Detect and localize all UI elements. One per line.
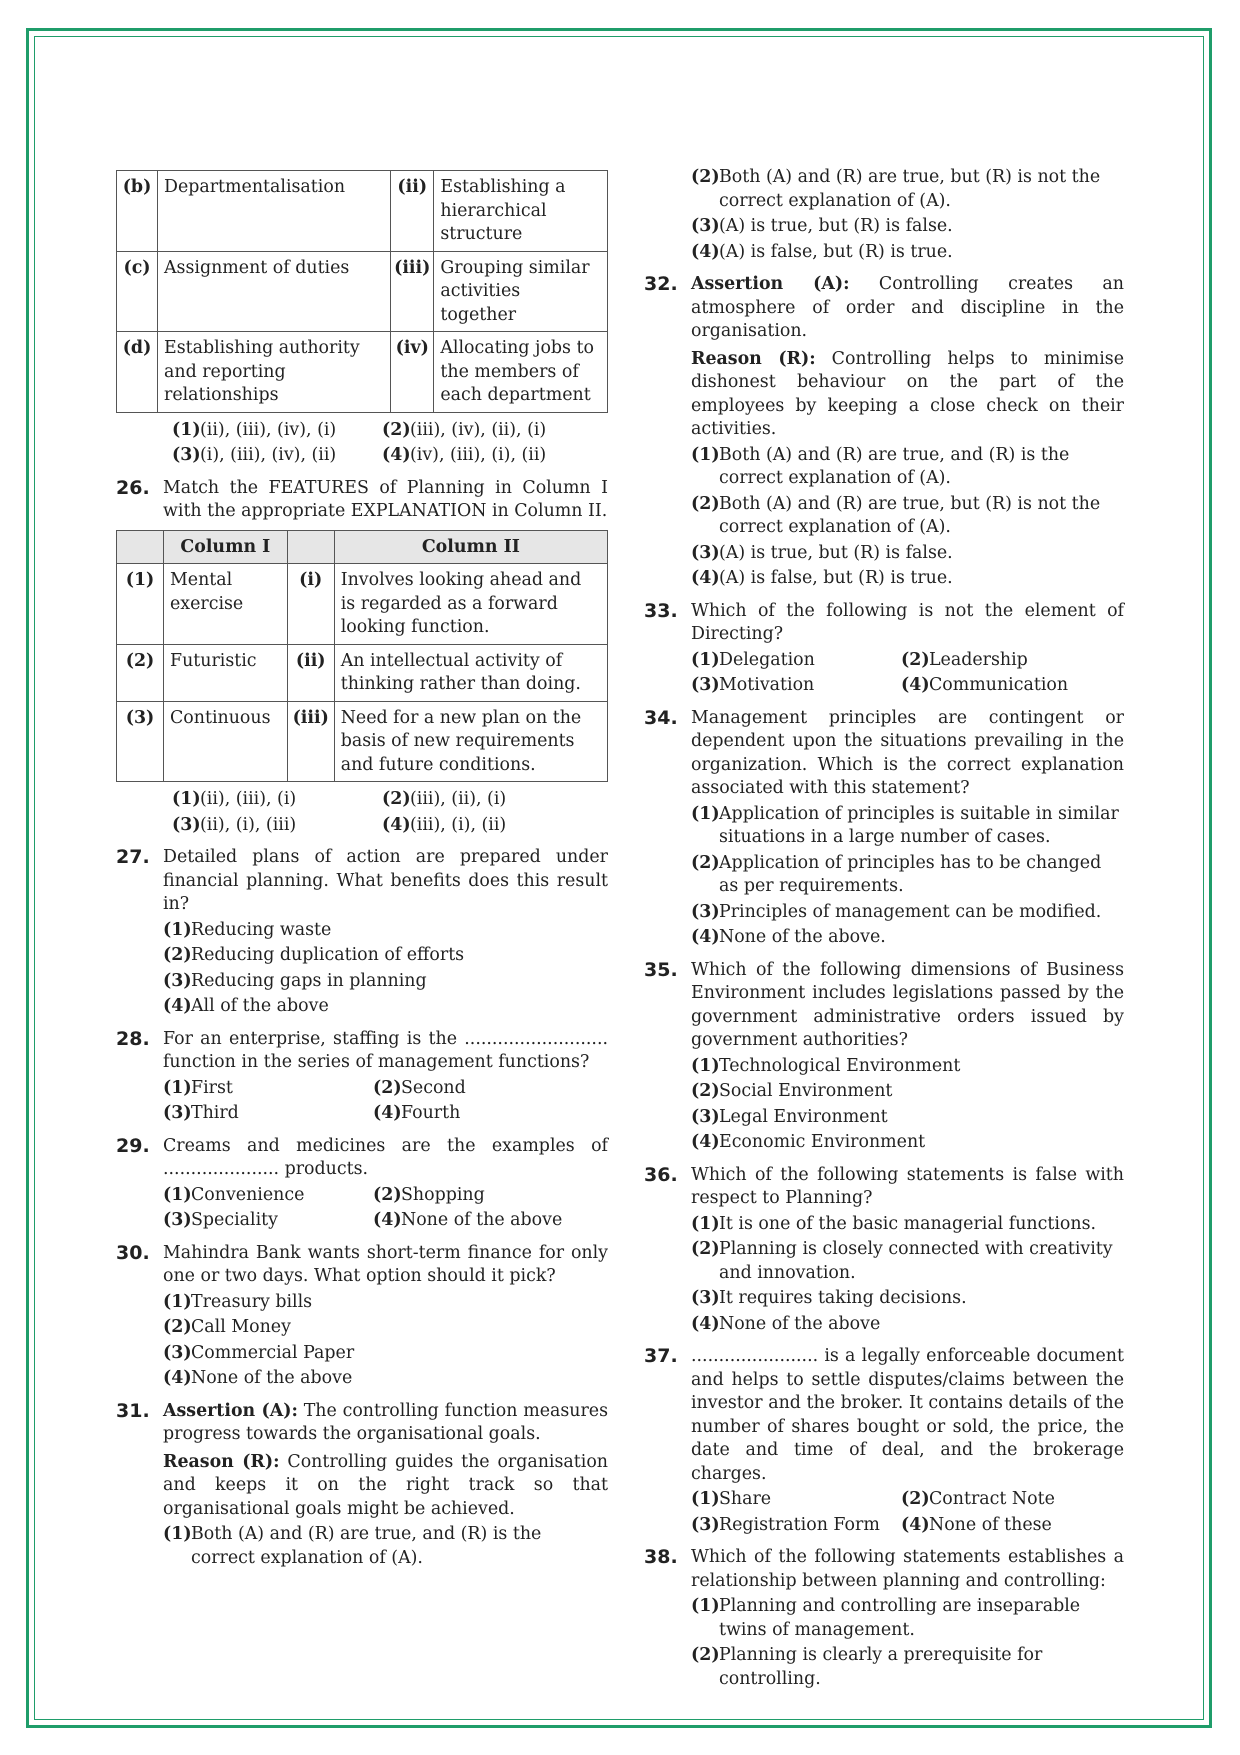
- q26-option-4[interactable]: (4) (iii), (i), (ii): [382, 814, 507, 835]
- q25-options: [116, 417, 608, 468]
- row-description: Need for a new plan on the basis of new requirements and future conditions.: [334, 701, 607, 782]
- q26-options: [116, 786, 608, 837]
- row-term: Departmentalisation: [158, 171, 391, 252]
- q25-match-table: [116, 170, 608, 413]
- row-roman-label: (iv): [391, 332, 434, 413]
- question-text: Detailed plans of action are prepared under financial planning. What benefits does this result in?: [163, 847, 608, 914]
- q28-options: [116, 1075, 608, 1126]
- q34-options: [644, 803, 1124, 950]
- question-number: 38.: [644, 1546, 678, 1568]
- q25-row: [117, 251, 608, 332]
- q28-option-4[interactable]: (4) Fourth: [373, 1103, 461, 1123]
- q25-option-1[interactable]: (1) (ii), (iii), (iv), (i): [172, 419, 337, 440]
- q27-option-4[interactable]: (4) All of the above: [163, 996, 329, 1016]
- q34-option-2[interactable]: (2) Application of principles has to be changed as per requirements.: [691, 852, 1102, 896]
- question-31: [116, 1400, 608, 1447]
- q38-option-2[interactable]: (2) Planning is clearly a prerequisite for controlling.: [691, 1645, 1043, 1689]
- q26-option-2[interactable]: (2) (iii), (ii), (i): [382, 789, 507, 809]
- question-text: ....................... is a legally enforceable document and helps to settle disputes/claims between the investor and the broker. It contains details of the number of shares bought or sold, the price, the date and time of deal, and the brokerage charges.: [691, 1346, 1124, 1484]
- row-roman-label: (ii): [287, 644, 334, 701]
- q28-option-3[interactable]: (3) Third: [163, 1103, 239, 1123]
- assertion-text: Controlling creates an atmosphere of order and discipline in the organisation.: [691, 274, 1125, 341]
- q35-option-4[interactable]: (4) Economic Environment: [691, 1132, 926, 1152]
- q33-options: [644, 647, 1124, 698]
- question-33: [644, 600, 1124, 647]
- question-number: 36.: [644, 1163, 678, 1186]
- row-label: (d): [117, 332, 158, 413]
- row-description: Grouping similar activities together: [434, 251, 608, 332]
- q32-options: [644, 444, 1124, 591]
- column-1-header: Column I: [164, 530, 288, 564]
- question-38: [644, 1546, 1124, 1593]
- reason-text: Controlling guides the organisation and keeps it on the right track so that organisational goals might be achieved.: [163, 1451, 609, 1519]
- row-label: (b): [117, 171, 158, 252]
- row-label: (1): [117, 564, 164, 645]
- q32-option-3[interactable]: (3) (A) is true, but (R) is false.: [691, 542, 953, 563]
- row-description: Allocating jobs to the members of each department: [434, 332, 608, 413]
- question-text: Which of the following dimensions of Business Environment includes legislations passed by the government administrative orders issued by government authorities?: [691, 959, 1124, 1050]
- question-number: 31.: [116, 1399, 150, 1422]
- q35-option-1[interactable]: (1) Technological Environment: [691, 1055, 961, 1076]
- q32-reason: [644, 348, 1124, 442]
- question-36: [644, 1164, 1124, 1211]
- question-text: Management principles are contingent or dependent upon the situations prevailing in the organization. Which is the correct explanation associated with this statement?: [691, 707, 1124, 798]
- question-37: [644, 1345, 1124, 1486]
- q34-option-4[interactable]: (4) None of the above.: [691, 927, 886, 947]
- q25-option-3[interactable]: (3) (i), (iii), (iv), (ii): [172, 445, 337, 465]
- q30-option-2[interactable]: (2) Call Money: [163, 1317, 291, 1337]
- row-term: Establishing authority and reporting relationships: [158, 332, 391, 413]
- q37-option-4[interactable]: (4) None of these: [901, 1514, 1052, 1535]
- q33-option-4[interactable]: (4) Communication: [901, 675, 1069, 695]
- row-roman-label: (i): [287, 564, 334, 645]
- question-29: [116, 1135, 608, 1182]
- q32-option-2[interactable]: (2) Both (A) and (R) are true, but (R) is not the correct explanation of (A).: [691, 493, 1101, 537]
- q32-option-4[interactable]: (4) (A) is false, but (R) is true.: [691, 568, 953, 588]
- q25-row: [117, 332, 608, 413]
- q29-option-4[interactable]: (4) None of the above: [373, 1210, 563, 1230]
- reason-label: Reason (R):: [163, 1451, 280, 1472]
- q33-option-1[interactable]: (1) Delegation: [691, 649, 815, 670]
- q36-option-3[interactable]: (3) It requires taking decisions.: [691, 1288, 967, 1308]
- q30-options: [116, 1291, 608, 1391]
- q30-option-3[interactable]: (3) Commercial Paper: [163, 1342, 355, 1363]
- q28-option-1[interactable]: (1) First: [163, 1077, 233, 1098]
- q29-options: [116, 1182, 608, 1233]
- question-number: 33.: [644, 599, 678, 622]
- question-text: For an enterprise, staffing is the .......................... function in the series of management functions?: [163, 1028, 608, 1072]
- q36-options: [644, 1213, 1124, 1337]
- question-34: [644, 707, 1124, 801]
- q29-option-1[interactable]: (1) Convenience: [163, 1184, 305, 1205]
- row-roman-label: (iii): [391, 251, 434, 332]
- reason-text: Controlling helps to minimise dishonest behaviour on the part of the employees by keeping a close check on their activities.: [691, 348, 1124, 439]
- question-32: [644, 273, 1124, 344]
- q36-option-1[interactable]: (1) It is one of the basic managerial functions.: [691, 1213, 1097, 1234]
- row-label: (2): [117, 644, 164, 701]
- q30-option-1[interactable]: (1) Treasury bills: [163, 1291, 313, 1312]
- q35-option-2[interactable]: (2) Social Environment: [691, 1081, 893, 1101]
- q31-option-1[interactable]: (1) Both (A) and (R) are true, and (R) is the correct explanation of (A).: [163, 1524, 542, 1568]
- q26-match-table: [116, 530, 608, 783]
- q29-option-3[interactable]: (3) Speciality: [163, 1210, 278, 1230]
- reason-label: Reason (R):: [691, 348, 816, 369]
- assertion-label: Assertion (A):: [163, 1400, 298, 1421]
- q31-option-3[interactable]: (3) (A) is true, but (R) is false.: [691, 216, 953, 236]
- row-description: Involves looking ahead and is regarded as a forward looking function.: [334, 564, 607, 645]
- q26-row: [117, 564, 608, 645]
- question-number: 35.: [644, 958, 678, 981]
- q38-option-1[interactable]: (1) Planning and controlling are inseparable twins of management.: [691, 1596, 1081, 1640]
- question-text: Creams and medicines are the examples of ..................... products.: [163, 1135, 608, 1179]
- q31-option-2[interactable]: (2) Both (A) and (R) are true, but (R) is not the correct explanation of (A).: [691, 167, 1101, 211]
- q33-option-3[interactable]: (3) Motivation: [691, 675, 815, 695]
- q27-option-3[interactable]: (3) Reducing gaps in planning: [163, 970, 427, 991]
- q34-option-3[interactable]: (3) Principles of management can be modified.: [691, 901, 1102, 922]
- q35-option-3[interactable]: (3) Legal Environment: [691, 1106, 888, 1127]
- q33-option-2[interactable]: (2) Leadership: [901, 649, 1028, 670]
- q31-options-continued: [644, 166, 1124, 264]
- question-text: Which of the following statements establishes a relationship between planning and controlling:: [691, 1547, 1124, 1591]
- question-number: 30.: [116, 1241, 150, 1264]
- row-term: Mental exercise: [164, 564, 288, 645]
- right-column: [644, 166, 1124, 1691]
- q31-option-4[interactable]: (4) (A) is false, but (R) is true.: [691, 241, 953, 262]
- question-26: [116, 477, 608, 524]
- column-2-header: Column II: [334, 530, 607, 564]
- q37-options: [644, 1486, 1124, 1537]
- q35-options: [644, 1055, 1124, 1155]
- q26-row: [117, 644, 608, 701]
- q27-options: [116, 919, 608, 1019]
- question-number: 27.: [116, 846, 150, 868]
- q36-option-2[interactable]: (2) Planning is closely connected with creativity and innovation.: [691, 1239, 1113, 1283]
- assertion-text: The controlling function measures progress towards the organisational goals.: [163, 1400, 609, 1444]
- question-text: Match the FEATURES of Planning in Column I with the appropriate EXPLANATION in Column II.: [163, 477, 608, 521]
- question-text: Mahindra Bank wants short-term finance for only one or two days. What option should it pick?: [163, 1242, 608, 1286]
- question-28: [116, 1028, 608, 1075]
- q36-option-4[interactable]: (4) None of the above: [691, 1313, 881, 1334]
- row-term: Continuous: [164, 701, 288, 782]
- question-35: [644, 959, 1124, 1053]
- q29-option-2[interactable]: (2) Shopping: [373, 1184, 485, 1205]
- row-description: An intellectual activity of thinking rather than doing.: [334, 644, 607, 701]
- row-term: Assignment of duties: [158, 251, 391, 332]
- q32-option-1[interactable]: (1) Both (A) and (R) are true, and (R) is the correct explanation of (A).: [691, 444, 1070, 488]
- q25-option-4[interactable]: (4) (iv), (iii), (i), (ii): [382, 445, 547, 465]
- question-number: 32.: [644, 273, 678, 295]
- row-description: Establishing a hierarchical structure: [434, 171, 608, 252]
- question-number: 26.: [116, 476, 150, 499]
- left-column: [116, 170, 608, 1570]
- question-number: 37.: [644, 1345, 678, 1367]
- q37-option-1[interactable]: (1) Share: [691, 1489, 772, 1509]
- q26-option-1[interactable]: (1) (ii), (iii), (i): [172, 789, 297, 809]
- q26-option-3[interactable]: (3) (ii), (i), (iii): [172, 814, 297, 835]
- question-27: [116, 846, 608, 917]
- assertion-label: Assertion (A):: [691, 274, 850, 294]
- row-label: (c): [117, 251, 158, 332]
- q37-option-3[interactable]: (3) Registration Form: [691, 1514, 880, 1535]
- row-roman-label: (ii): [391, 171, 434, 252]
- q34-option-1[interactable]: (1) Application of principles is suitable in similar situations in a large number of cases.: [691, 803, 1119, 847]
- q26-row: [117, 701, 608, 782]
- row-label: (3): [117, 701, 164, 782]
- question-text: Which of the following is not the element of Directing?: [691, 600, 1124, 644]
- q31-options: [116, 1523, 608, 1570]
- q28-option-2[interactable]: (2) Second: [373, 1077, 466, 1098]
- q38-options: [644, 1595, 1124, 1691]
- q30-option-4[interactable]: (4) None of the above: [163, 1368, 353, 1388]
- question-number: 28.: [116, 1027, 150, 1050]
- q27-option-2[interactable]: (2) Reducing duplication of efforts: [163, 945, 465, 965]
- question-text: Which of the following statements is false with respect to Planning?: [691, 1164, 1124, 1208]
- row-term: Futuristic: [164, 644, 288, 701]
- q25-option-2[interactable]: (2) (iii), (iv), (ii), (i): [382, 419, 547, 440]
- q37-option-2[interactable]: (2) Contract Note: [901, 1489, 1055, 1509]
- q25-row: [117, 171, 608, 252]
- q31-reason: [116, 1451, 608, 1522]
- question-number: 29.: [116, 1134, 150, 1157]
- question-number: 34.: [644, 706, 678, 729]
- row-roman-label: (iii): [287, 701, 334, 782]
- q27-option-1[interactable]: (1) Reducing waste: [163, 919, 332, 940]
- question-30: [116, 1242, 608, 1289]
